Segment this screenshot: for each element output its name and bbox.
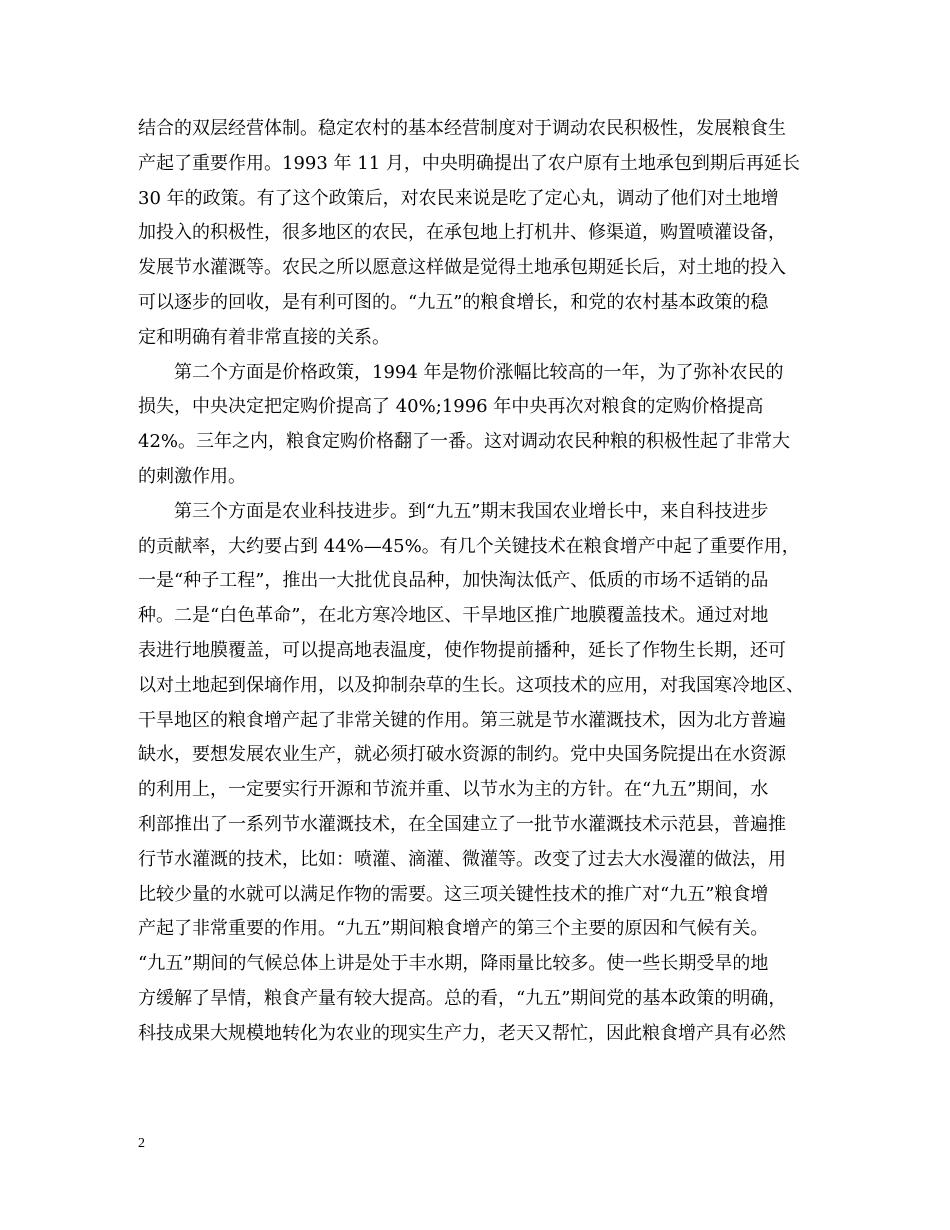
text-line: 干旱地区的粮食增产起了非常关键的作用。第三就是节水灌溉技术，因为北方普遍 (138, 709, 786, 731)
text-line: 产起了重要作用。1993 年 11 月，中央明确提出了农户原有土地承包到期后再延长 (138, 152, 800, 174)
text-line: 加投入的积极性，很多地区的农民，在承包地上打机井、修渠道，购置喷灌设备， (138, 222, 786, 244)
text-line: 定和明确有着非常直接的关系。 (138, 326, 390, 348)
text-line: 以对土地起到保墒作用，以及抑制杂草的生长。这项技术的应用，对我国寒冷地区、 (138, 674, 804, 696)
paragraph-price-policy (138, 356, 816, 495)
page-number: 2 (138, 1136, 145, 1151)
text-line: “九五”期间的气候总体上讲是处于丰水期，降雨量比较多。使一些长期受旱的地 (138, 953, 769, 975)
text-line: 方缓解了旱情，粮食产量有较大提高。总的看，“九五”期间党的基本政策的明确， (138, 987, 787, 1009)
text-line: 结合的双层经营体制。稳定农村的基本经营制度对于调动农民积极性，发展粮食生 (138, 118, 786, 139)
text-line: 的刺激作用。 (138, 465, 246, 487)
text-line: 缺水，要想发展农业生产，就必须打破水资源的制约。党中央国务院提出在水资源 (138, 744, 786, 766)
paragraph-household-contract (138, 112, 816, 356)
text-line: 第三个方面是农业科技进步。到“九五”期末我国农业增长中，来自科技进步 (174, 500, 769, 522)
text-line: 损失，中央决定把定购价提高了 40%;1996 年中央再次对粮食的定购价格提高 (138, 396, 764, 418)
text-line: 一是“种子工程”，推出一大批优良品种，加快淘汰低产、低质的市场不适销的品 (138, 570, 769, 592)
text-line: 利部推出了一系列节水灌溉技术，在全国建立了一批节水灌溉技术示范县，普遍推 (138, 813, 786, 835)
text-line: 42%。三年之内，粮食定购价格翻了一番。这对调动农民种粮的积极性起了非常大 (138, 431, 791, 453)
text-line: 产起了非常重要的作用。“九五”期间粮食增产的第三个主要的原因和气候有关。 (138, 918, 769, 940)
text-line: 表进行地膜覆盖，可以提高地表温度，使作物提前播种，延长了作物生长期，还可 (138, 639, 786, 661)
text-line: 的利用上，一定要实行开源和节流并重、以节水为主的方针。在“九五”期间，水 (138, 779, 769, 801)
text-line: 行节水灌溉的技术，比如：喷灌、滴灌、微灌等。改变了过去大水漫灌的做法，用 (138, 848, 786, 870)
paragraph-technology (138, 495, 816, 1052)
text-line: 种。二是“白色革命”，在北方寒冷地区、干旱地区推广地膜覆盖技术。通过对地 (138, 605, 769, 627)
text-line: 科技成果大规模地转化为农业的现实生产力，老天又帮忙，因此粮食增产具有必然 (138, 1022, 786, 1044)
text-line: 30 年的政策。有了这个政策后，对农民来说是吃了定心丸，调动了他们对土地增 (138, 187, 779, 209)
text-line: 可以逐步的回收，是有利可图的。“九五”的粮食增长，和党的农村基本政策的稳 (138, 291, 769, 313)
text-line: 发展节水灌溉等。农民之所以愿意这样做是觉得土地承包期延长后，对土地的投入 (138, 257, 786, 279)
text-line: 比较少量的水就可以满足作物的需要。这三项关键性技术的推广对“九五”粮食增 (138, 883, 769, 905)
body-text (138, 112, 816, 1052)
text-line: 第二个方面是价格政策，1994 年是物价涨幅比较高的一年，为了弥补农民的 (174, 361, 784, 383)
text-line: 的贡献率，大约要占到 44%—45%。有几个关键技术在粮食增产中起了重要作用， (138, 535, 800, 557)
